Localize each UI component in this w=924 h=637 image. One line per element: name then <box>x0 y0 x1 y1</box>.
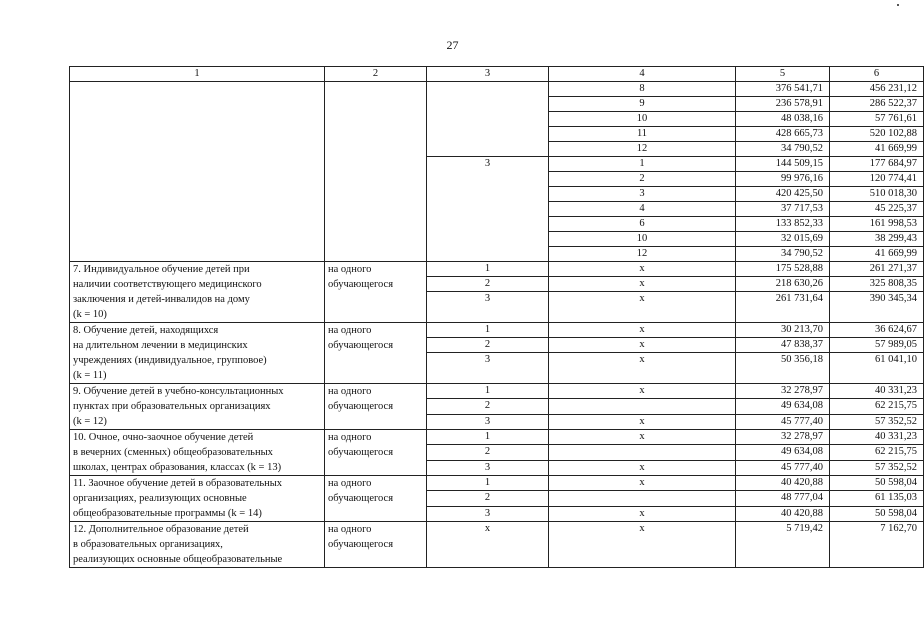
value-cell: 62 215,75 <box>830 445 924 460</box>
value-cell: 57 761,61 <box>830 112 924 127</box>
unit-cell-line: обучающегося <box>328 340 394 351</box>
header-cell: 2 <box>325 67 427 82</box>
continuation-name-cell <box>70 82 325 262</box>
value-cell: 420 425,50 <box>736 187 830 202</box>
value-cell: 50 598,04 <box>830 476 924 491</box>
value-cell: 40 420,88 <box>736 506 830 521</box>
service-name-cell-line: пунктах при образовательных организациях <box>73 401 271 412</box>
service-name-cell-line: (k = 12) <box>73 416 107 427</box>
service-name-cell-line: в образовательных организациях, <box>73 539 223 550</box>
value-cell: 57 352,52 <box>830 460 924 475</box>
unit-cell <box>325 323 427 384</box>
unit-cell <box>325 384 427 430</box>
value-cell: 41 669,99 <box>830 142 924 157</box>
subgroup-cell: 3 <box>549 187 736 202</box>
value-cell: 38 299,43 <box>830 232 924 247</box>
value-cell: 36 624,67 <box>830 323 924 338</box>
value-cell: 261 731,64 <box>736 292 830 323</box>
value-cell: 37 717,53 <box>736 202 830 217</box>
subgroup-cell: x <box>549 323 736 338</box>
value-cell: 40 331,23 <box>830 430 924 445</box>
group-cell: 3 <box>427 414 549 429</box>
unit-cell-line: на одного <box>328 264 372 275</box>
service-name-cell-line: на длительном лечении в медицинских <box>73 340 248 351</box>
unit-cell-line: на одного <box>328 524 372 535</box>
group-cell: 1 <box>427 262 549 277</box>
value-cell: 376 541,71 <box>736 82 830 97</box>
service-name-cell-line: 10. Очное, очно-заочное обучение детей <box>73 432 254 443</box>
group-cell: 2 <box>427 277 549 292</box>
header-cell: 5 <box>736 67 830 82</box>
value-cell: 45 777,40 <box>736 414 830 429</box>
group-cell: 1 <box>427 476 549 491</box>
value-cell: 40 420,88 <box>736 476 830 491</box>
value-cell: 57 989,05 <box>830 338 924 353</box>
value-cell: 161 998,53 <box>830 217 924 232</box>
value-cell: 5 719,42 <box>736 522 830 568</box>
group-cell: 1 <box>427 323 549 338</box>
subgroup-cell: 6 <box>549 217 736 232</box>
value-cell: 48 038,16 <box>736 112 830 127</box>
unit-cell-line: обучающегося <box>328 539 394 550</box>
subgroup-cell: 10 <box>549 112 736 127</box>
subgroup-cell: x <box>549 292 736 323</box>
table-row <box>70 262 924 277</box>
service-name-cell-line: заключения и детей-инвалидов на дому <box>73 294 250 305</box>
subgroup-cell: x <box>549 262 736 277</box>
group-cell: 1 <box>427 430 549 445</box>
subgroup-cell: x <box>549 338 736 353</box>
service-name-cell-line: 11. Заочное обучение детей в образовательных <box>73 478 283 489</box>
subgroup-cell: x <box>549 506 736 521</box>
value-cell: 47 838,37 <box>736 338 830 353</box>
subgroup-cell: x <box>549 277 736 292</box>
subgroup-cell: 4 <box>549 202 736 217</box>
subgroup-cell: 9 <box>549 97 736 112</box>
value-cell: 177 684,97 <box>830 157 924 172</box>
subgroup-cell: 1 <box>549 157 736 172</box>
subgroup-cell: x <box>549 384 736 399</box>
value-cell: 144 509,15 <box>736 157 830 172</box>
value-cell: 45 225,37 <box>830 202 924 217</box>
value-cell: 30 213,70 <box>736 323 830 338</box>
subgroup-cell: 8 <box>549 82 736 97</box>
value-cell: 61 135,03 <box>830 491 924 506</box>
unit-cell-line: обучающегося <box>328 447 394 458</box>
service-name-cell <box>70 384 325 430</box>
tariff-table <box>69 66 924 568</box>
subgroup-cell: 12 <box>549 247 736 262</box>
value-cell: 50 598,04 <box>830 506 924 521</box>
group-cell: 3 <box>427 460 549 475</box>
table-row <box>70 476 924 491</box>
header-cell: 3 <box>427 67 549 82</box>
unit-cell-line: на одного <box>328 386 372 397</box>
subgroup-cell: x <box>549 476 736 491</box>
service-name-cell-line: в вечерних (сменных) общеобразовательных <box>73 447 273 458</box>
unit-cell <box>325 476 427 522</box>
service-name-cell <box>70 262 325 323</box>
service-name-cell-line: школах, центрах образования, классах (k = 13) <box>73 462 282 473</box>
service-name-cell-line: 12. Дополнительное образование детей <box>73 524 249 535</box>
value-cell: 520 102,88 <box>830 127 924 142</box>
service-name-cell-line: 9. Обучение детей в учебно-консультационных <box>73 386 284 397</box>
value-cell: 49 634,08 <box>736 445 830 460</box>
header-cell: 6 <box>830 67 924 82</box>
unit-cell <box>325 430 427 476</box>
group-cell: 2 <box>427 399 549 414</box>
value-cell: 50 356,18 <box>736 353 830 384</box>
value-cell: 45 777,40 <box>736 460 830 475</box>
unit-cell-line: обучающегося <box>328 279 394 290</box>
value-cell: 61 041,10 <box>830 353 924 384</box>
scan-speck <box>897 4 899 6</box>
table-row <box>70 82 924 97</box>
subgroup-cell: 11 <box>549 127 736 142</box>
group-cell <box>427 82 549 157</box>
table-row <box>70 323 924 338</box>
service-name-cell <box>70 430 325 476</box>
service-name-cell-line: учреждениях (индивидуальное, групповое) <box>73 355 267 366</box>
unit-cell <box>325 522 427 568</box>
service-name-cell <box>70 476 325 522</box>
group-cell: 3 <box>427 157 549 262</box>
subgroup-cell <box>549 491 736 506</box>
header-cell: 1 <box>70 67 325 82</box>
value-cell: 32 278,97 <box>736 430 830 445</box>
subgroup-cell: 12 <box>549 142 736 157</box>
service-name-cell-line: 7. Индивидуальное обучение детей при <box>73 264 250 275</box>
value-cell: 41 669,99 <box>830 247 924 262</box>
service-name-cell-line: общеобразовательные программы (k = 14) <box>73 508 262 519</box>
value-cell: 175 528,88 <box>736 262 830 277</box>
value-cell: 7 162,70 <box>830 522 924 568</box>
group-cell: 2 <box>427 445 549 460</box>
subgroup-cell <box>549 445 736 460</box>
subgroup-cell: x <box>549 353 736 384</box>
value-cell: 32 278,97 <box>736 384 830 399</box>
group-cell: 3 <box>427 292 549 323</box>
group-cell: 3 <box>427 506 549 521</box>
value-cell: 261 271,37 <box>830 262 924 277</box>
value-cell: 428 665,73 <box>736 127 830 142</box>
header-row <box>70 67 924 82</box>
service-name-cell-line: (k = 10) <box>73 309 107 320</box>
continuation-unit-cell <box>325 82 427 262</box>
subgroup-cell: x <box>549 414 736 429</box>
service-name-cell-line: организациях, реализующих основные <box>73 493 247 504</box>
subgroup-cell: 2 <box>549 172 736 187</box>
subgroup-cell: x <box>549 430 736 445</box>
unit-cell-line: обучающегося <box>328 401 394 412</box>
service-name-cell <box>70 522 325 568</box>
value-cell: 133 852,33 <box>736 217 830 232</box>
subgroup-cell: x <box>549 460 736 475</box>
value-cell: 49 634,08 <box>736 399 830 414</box>
unit-cell-line: на одного <box>328 325 372 336</box>
group-cell: 2 <box>427 491 549 506</box>
value-cell: 390 345,34 <box>830 292 924 323</box>
table-row <box>70 384 924 399</box>
value-cell: 48 777,04 <box>736 491 830 506</box>
value-cell: 120 774,41 <box>830 172 924 187</box>
value-cell: 286 522,37 <box>830 97 924 112</box>
group-cell: 1 <box>427 384 549 399</box>
service-name-cell-line: (k = 11) <box>73 370 107 381</box>
value-cell: 99 976,16 <box>736 172 830 187</box>
service-name-cell-line: наличии соответствующего медицинского <box>73 279 262 290</box>
value-cell: 456 231,12 <box>830 82 924 97</box>
header-cell: 4 <box>549 67 736 82</box>
service-name-cell-line: 8. Обучение детей, находящихся <box>73 325 219 336</box>
value-cell: 62 215,75 <box>830 399 924 414</box>
service-name-cell-line: реализующих основные общеобразовательные <box>73 554 283 565</box>
table-row <box>70 430 924 445</box>
group-cell: x <box>427 522 549 568</box>
subgroup-cell: 10 <box>549 232 736 247</box>
value-cell: 236 578,91 <box>736 97 830 112</box>
group-cell: 2 <box>427 338 549 353</box>
table-body <box>70 82 924 568</box>
unit-cell-line: на одного <box>328 432 372 443</box>
unit-cell-line: на одного <box>328 478 372 489</box>
value-cell: 510 018,30 <box>830 187 924 202</box>
value-cell: 32 015,69 <box>736 232 830 247</box>
unit-cell <box>325 262 427 323</box>
subgroup-cell <box>549 399 736 414</box>
group-cell: 3 <box>427 353 549 384</box>
value-cell: 325 808,35 <box>830 277 924 292</box>
service-name-cell <box>70 323 325 384</box>
unit-cell-line: обучающегося <box>328 493 394 504</box>
subgroup-cell: x <box>549 522 736 568</box>
value-cell: 34 790,52 <box>736 247 830 262</box>
value-cell: 40 331,23 <box>830 384 924 399</box>
page-number: 27 <box>446 38 459 52</box>
value-cell: 218 630,26 <box>736 277 830 292</box>
value-cell: 34 790,52 <box>736 142 830 157</box>
value-cell: 57 352,52 <box>830 414 924 429</box>
